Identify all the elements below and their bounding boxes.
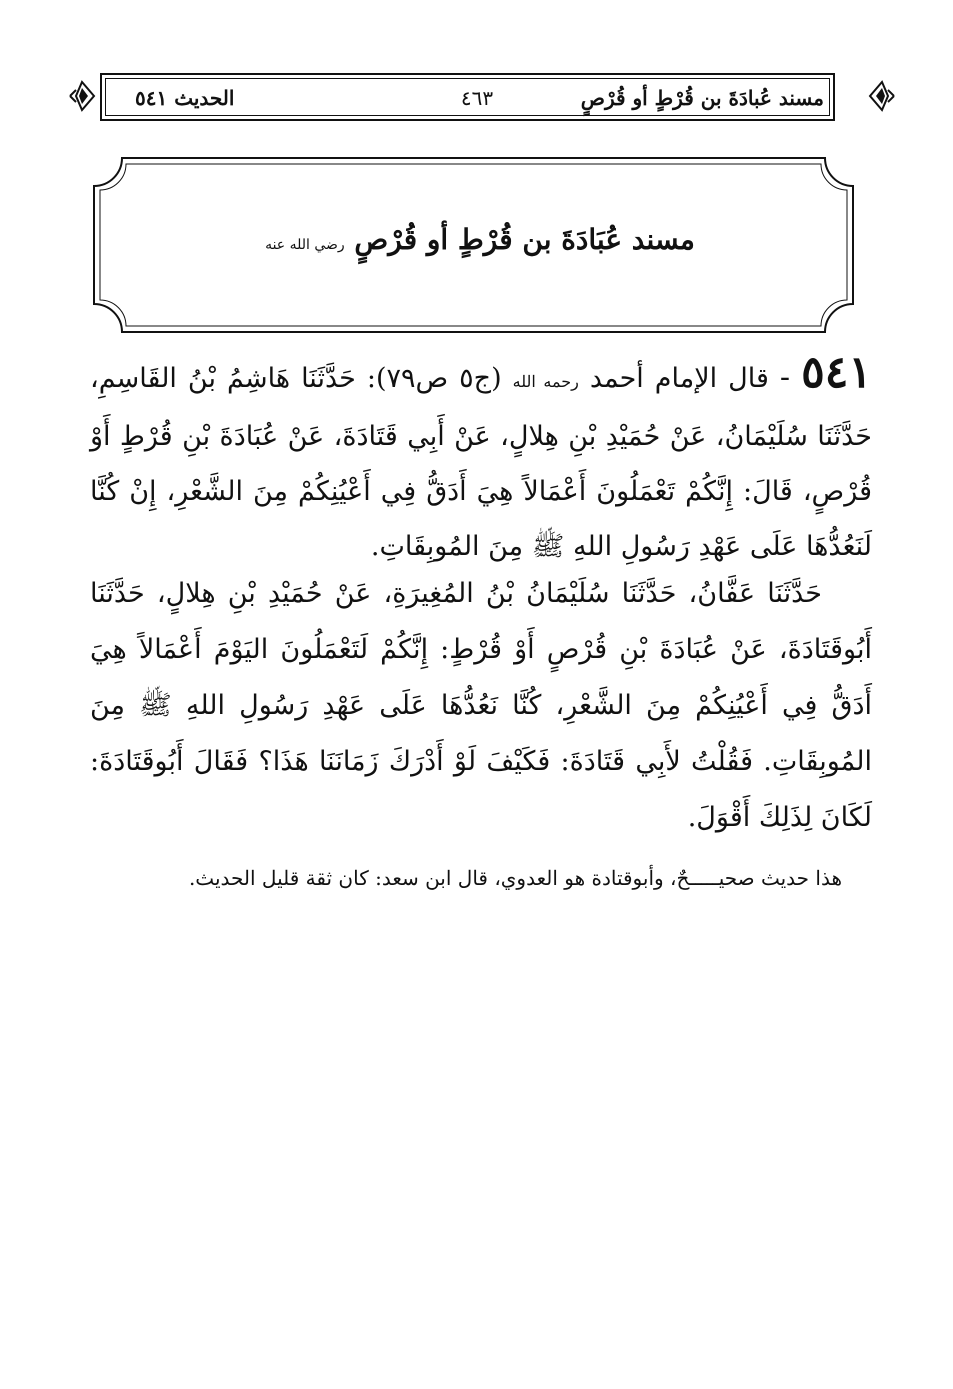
hadith-text-part2: مِنَ المُوبِقَاتِ.: [370, 531, 524, 562]
page-number: ٤٦٣: [460, 86, 494, 110]
intro-honorific: رحمه الله: [512, 372, 579, 391]
hadith-number: ٥٤١: [801, 347, 872, 398]
salawat-glyph-2: ﷺ: [139, 690, 172, 721]
hadith-text-part1: حَدَّثَنَا هَاشِمُ بْنُ القَاسِمِ، حَدَّثَنَا سُلَيْمَانُ، عَنْ حُمَيْدِ بْنِ هِلالٍ، عَنْ أَبِي قَتَادَةَ، عَنْ عُبَادَةَ بْنِ قُرْطٍ أَوْ قُرْصٍ، قَالَ: إِنَّكُمْ تَعْمَلُونَ أَعْمَالاً هِيَ أَدَقُّ فِي أَعْيُنِكُمْ مِنَ الشَّعْرِ، إِنْ كُنَّا لَنَعُدُّهَا عَلَى عَهْدِ رَسُولِ اللهِ: [90, 363, 872, 562]
header-hadith-reference: الحديث ٥٤١: [135, 86, 235, 110]
section-title: [180, 218, 780, 267]
volume-page-reference: (ج٥ ص٧٩):: [366, 363, 502, 394]
hadith-intro: قال الإمام أحمد: [589, 363, 769, 394]
header-ornament-right-icon: [866, 78, 896, 114]
header-chapter-title: مسند عُبادَةَ بن قُرْطٍ أو قُرْصٍ: [580, 86, 824, 110]
second-text-part2: مِنَ المُوبِقَاتِ. فَقُلْتُ لأَبِي قَتَادَةَ: فَكَيْفَ لَوْ أَدْرَكَ زَمَانَنَا هَذَا؟ فَقَالَ أَبُوقَتَادَةَ: لَكَانَ لِذَلِكَ أَقْوَلَ.: [90, 690, 872, 833]
second-text-part1: حَدَّثَنَا عَفَّانُ، حَدَّثَنَا سُلَيْمَانُ بْنُ المُغِيرَةِ، عَنْ حُمَيْدِ بْنِ هِلالٍ، حَدَّثَنَا أَبُوقَتَادَةَ، عَنْ عُبَادَةَ بْنِ قُرْصٍ أَوْ قُرْطٍ: إِنَّكُمْ لَتَعْمَلُونَ اليَوْمَ أَعْمَالاً هِيَ أَدَقُّ فِي أَعْيُنِكُمْ مِنَ الشَّعْرِ، كُنَّا نَعُدُّهَا عَلَى عَهْدِ رَسُولِ اللهِ: [90, 578, 872, 721]
second-narration: [90, 566, 872, 846]
section-title-text: مسند عُبَادَةَ بن قُرْطٍ أو قُرْصٍ: [354, 223, 695, 256]
grading-note: هذا حديث صحيـــــحٌ، وأبوقتادة هو العدوي، قال ابن سعد: كان ثقة قليل الحديث.: [188, 866, 842, 890]
salawat-glyph: ﷺ: [531, 531, 565, 562]
hadith-number-dash: -: [779, 360, 791, 395]
title-honorific: رضي الله عنه: [265, 237, 345, 253]
hadith-paragraph: [90, 345, 872, 574]
header-ornament-left-icon: [68, 78, 98, 114]
